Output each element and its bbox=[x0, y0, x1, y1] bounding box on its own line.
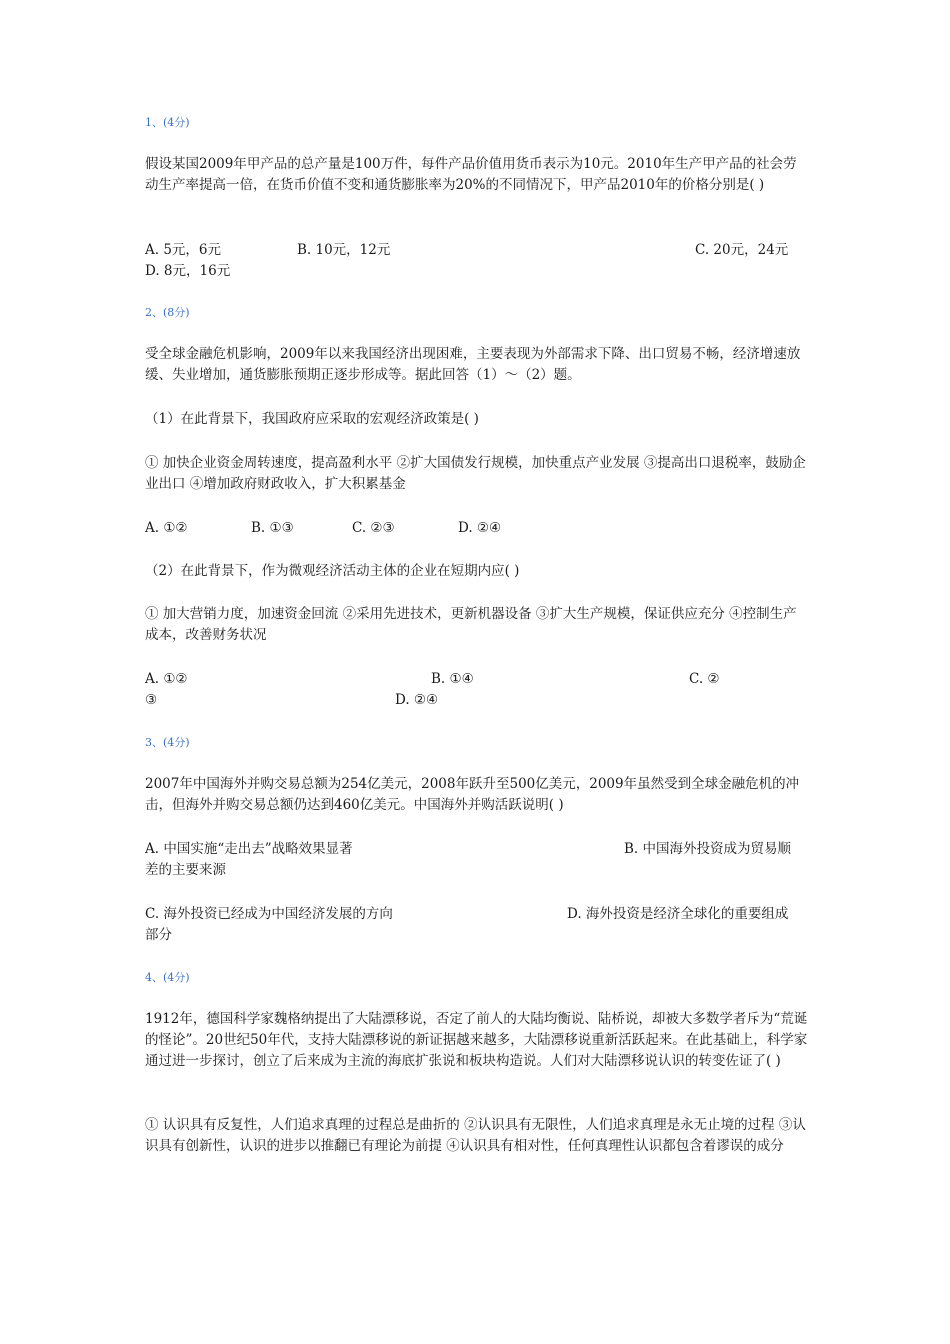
option-d: D. 8元，16元 bbox=[145, 263, 231, 279]
question-1-stem-block bbox=[145, 154, 810, 196]
question-2-header: 2、(8分) bbox=[145, 306, 190, 319]
question-4-statements: ① 认识具有反复性，人们追求真理的过程总是曲折的 ②认识具有无限性，人们追求真理是永无止境的过程 ③认识具有创新性，认识的进步以推翻已有理论为前提 ④认识具有相对性，任何真理性认识都包含着谬误的成分 bbox=[145, 1117, 806, 1154]
option-c-continued: ③ bbox=[145, 692, 158, 708]
sub-question-2: （2）在此背景下，作为微观经济活动主体的企业在短期内应( ) bbox=[145, 563, 520, 579]
option-c: C. 海外投资已经成为中国经济发展的方向 bbox=[145, 906, 393, 922]
question-1 bbox=[145, 116, 810, 130]
question-4 bbox=[145, 971, 810, 985]
question-2-sub2-statements-block bbox=[145, 604, 810, 646]
option-b-continued: 差的主要来源 bbox=[145, 862, 226, 878]
option-a: A. ①② bbox=[145, 671, 188, 687]
question-3-options-cd bbox=[145, 904, 810, 946]
option-c: C. ②③ bbox=[352, 520, 395, 536]
option-c: C. ② bbox=[689, 671, 720, 687]
question-2-sub2 bbox=[145, 561, 810, 582]
question-4-stem: 1912年，德国科学家魏格纳提出了大陆漂移说，否定了前人的大陆均衡说、陆桥说，却被大多数学者斥为“荒诞的怪论”。20世纪50年代，支持大陆漂移说的新证据越来越多，大陆漂移说重新活跃起来。在此基础上，科学家通过进一步探讨，创立了后来成为主流的海底扩张说和板块构造说。人们对大陆漂移说认识的转变佐证了( ) bbox=[145, 1011, 808, 1069]
option-a: A. ①② bbox=[145, 520, 188, 536]
sub-question-1-statements: ① 加快企业资金周转速度，提高盈利水平 ②扩大国债发行规模，加快重点产业发展 ③提高出口退税率，鼓励企业出口 ④增加政府财政收入，扩大积累基金 bbox=[145, 455, 806, 492]
question-3-options-ab bbox=[145, 839, 810, 881]
option-a: A. 5元，6元 bbox=[145, 242, 222, 258]
question-1-options bbox=[145, 240, 810, 282]
option-d-continued: 部分 bbox=[145, 927, 172, 943]
question-3 bbox=[145, 736, 810, 750]
question-3-header: 3、(4分) bbox=[145, 736, 190, 749]
question-3-stem: 2007年中国海外并购交易总额为254亿美元，2008年跃升至500亿美元，2009年虽然受到全球金融危机的冲击，但海外并购交易总额仍达到460亿美元。中国海外并购活跃说明( ) bbox=[145, 776, 800, 813]
question-2-stem-block bbox=[145, 344, 810, 386]
option-d: D. ②④ bbox=[458, 520, 502, 536]
question-2-sub1-options bbox=[145, 518, 810, 539]
question-2 bbox=[145, 306, 810, 320]
option-b: B. ①③ bbox=[251, 520, 294, 536]
question-1-stem: 假设某国2009年甲产品的总产量是100万件，每件产品价值用货币表示为10元。2010年生产甲产品的社会劳动生产率提高一倍，在货币价值不变和通货膨胀率为20%的不同情况下，甲产品2010年的价格分别是( ) bbox=[145, 156, 797, 193]
option-b: B. 10元，12元 bbox=[297, 242, 391, 258]
question-2-stem: 受全球金融危机影响，2009年以来我国经济出现困难，主要表现为外部需求下降、出口贸易不畅，经济增速放缓、失业增加，通货膨胀预期正逐步形成等。据此回答（1）～（2）题。 bbox=[145, 346, 801, 383]
question-2-sub1-statements-block bbox=[145, 453, 810, 495]
question-4-stem-block bbox=[145, 1009, 810, 1072]
option-b: B. ①④ bbox=[431, 671, 474, 687]
question-2-sub1 bbox=[145, 409, 810, 430]
question-3-stem-block bbox=[145, 774, 810, 816]
sub-question-2-statements: ① 加大营销力度，加速资金回流 ②采用先进技术，更新机器设备 ③扩大生产规模，保证供应充分 ④控制生产成本，改善财务状况 bbox=[145, 606, 797, 643]
option-d: D. ②④ bbox=[395, 692, 439, 708]
question-2-sub2-options bbox=[145, 669, 810, 711]
sub-question-1: （1）在此背景下，我国政府应采取的宏观经济政策是( ) bbox=[145, 411, 479, 427]
question-4-header: 4、(4分) bbox=[145, 971, 190, 984]
option-c: C. 20元，24元 bbox=[695, 242, 789, 258]
question-1-header: 1、(4分) bbox=[145, 116, 190, 129]
option-a: A. 中国实施“走出去”战略效果显著 bbox=[145, 841, 353, 857]
option-b: B. 中国海外投资成为贸易顺 bbox=[624, 841, 792, 857]
option-d: D. 海外投资是经济全球化的重要组成 bbox=[567, 906, 789, 922]
question-4-statements-block bbox=[145, 1115, 810, 1157]
